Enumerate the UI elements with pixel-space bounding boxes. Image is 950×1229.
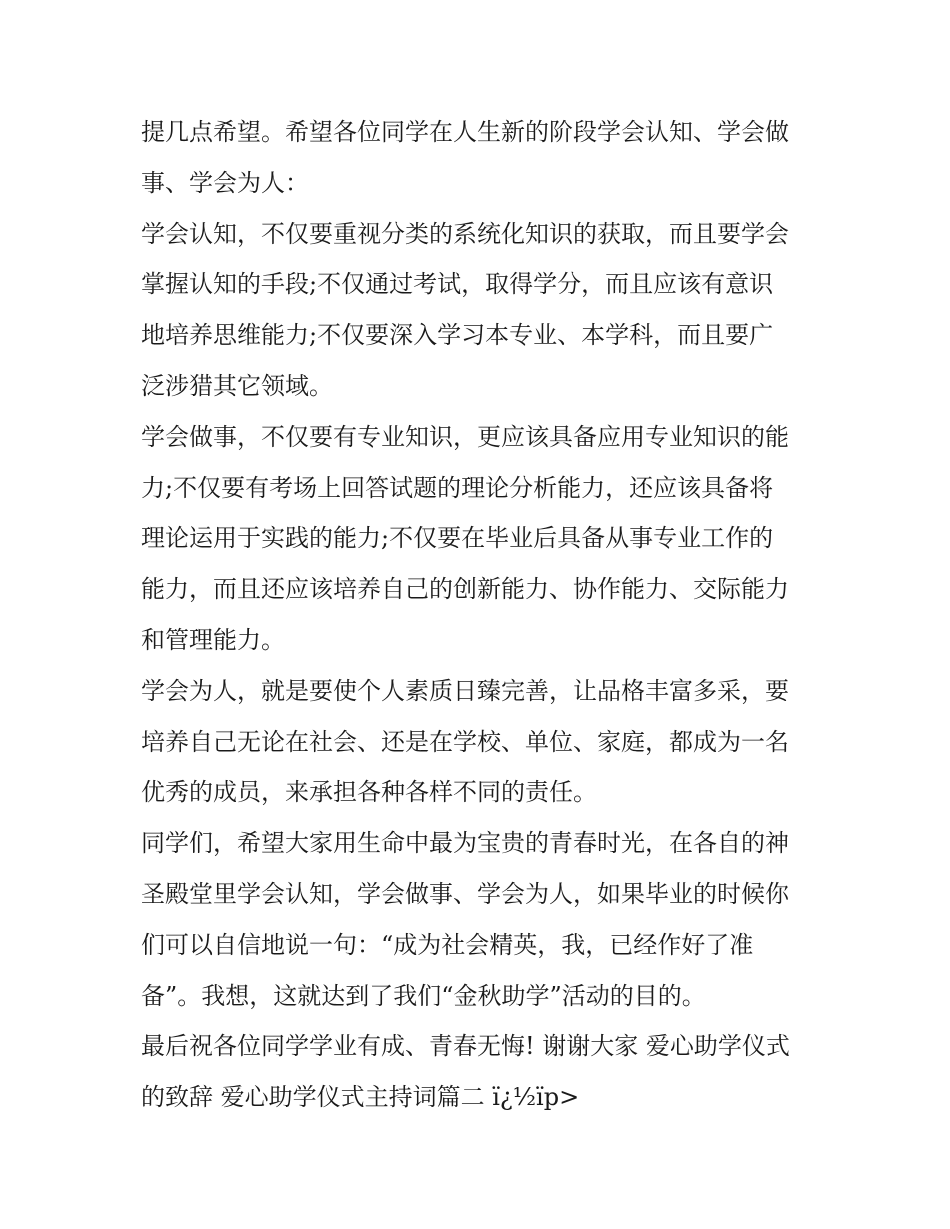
text-line: 和管理能力。 [141,625,285,654]
text-line: 理论运用于实践的能力;不仅要在毕业后具备从事专业工作的 [141,524,774,553]
text-line: 学会认知，不仅要重视分类的系统化知识的获取，而且要学会 [141,219,789,248]
text-line: 学会为人，就是要使个人素质日臻完善，让品格丰富多采，要 [141,676,789,705]
body-text [141,107,821,1123]
text-line: 泛涉猎其它领域。 [141,371,333,400]
text-line: 们可以自信地说一句：“成为社会精英，我，已经作好了准 [141,930,754,959]
text-line: 最后祝各位同学学业有成、青春无悔! 谢谢大家 爱心助学仪式 [141,1032,790,1061]
text-line: 地培养思维能力;不仅要深入学习本专业、本学科，而且要广 [141,321,774,350]
text-line: 同学们，希望大家用生命中最为宝贵的青春时光，在各自的神 [141,829,789,858]
text-line: 掌握认知的手段;不仅通过考试，取得学分，而且应该有意识 [141,270,774,299]
text-line: 力;不仅要有考场上回答试题的理论分析能力，还应该具备将 [141,473,774,502]
text-line: 圣殿堂里学会认知，学会做事、学会为人，如果毕业的时候你 [141,879,789,908]
text-line: 备”。我想，这就达到了我们“金秋助学”活动的目的。 [141,981,706,1010]
text-line: 优秀的成员，来承担各种各样不同的责任。 [141,778,597,807]
text-line: 能力，而且还应该培养自己的创新能力、协作能力、交际能力 [141,575,789,604]
text-line: 学会做事，不仅要有专业知识，更应该具备应用专业知识的能 [141,422,789,451]
text-line: 培养自己无论在社会、还是在学校、单位、家庭，都成为一名 [141,727,789,756]
text-line: 提几点希望。希望各位同学在人生新的阶段学会认知、学会做 [141,118,789,146]
text-line: 的致辞 爱心助学仪式主持词篇二 ï¿½ïp> [141,1083,580,1112]
text-line: 事、学会为人： [141,168,309,197]
